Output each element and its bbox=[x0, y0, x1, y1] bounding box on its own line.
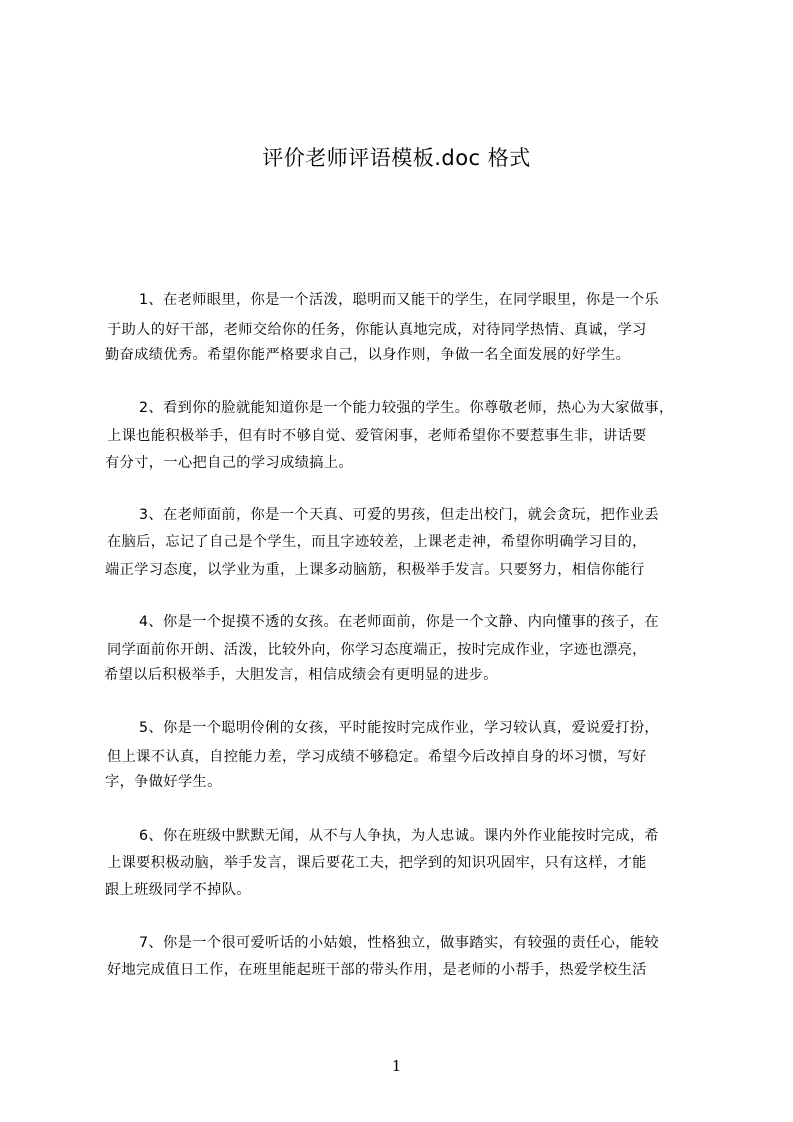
paragraph-2-line-1: 2、看到你的脸就能知道你是一个能力较强的学生。你尊敬老师，热心为大家做事， bbox=[139, 400, 674, 416]
paragraph-4-line-1: 4、你是一个捉摸不透的女孩。在老师面前，你是一个文静、内向懂事的孩子，在 bbox=[139, 614, 659, 630]
paragraph-3-line-3: 端正学习态度，以学业为重，上课多动脑筋，积极举手发言。只要努力，相信你能行 bbox=[105, 562, 645, 578]
paragraph-5-line-2: 但上课不认真，自控能力差，学习成绩不够稳定。希望今后改掉自身的坏习惯，写好 bbox=[107, 749, 647, 765]
paragraph-3-line-2: 在脑后，忘记了自己是个学生，而且字迹较差，上课老走神，希望你明确学习目的， bbox=[107, 534, 647, 550]
paragraph-2-line-3: 有分寸，一心把自己的学习成绩搞上。 bbox=[105, 455, 353, 471]
paragraph-3-line-1: 3、在老师面前，你是一个天真、可爱的男孩，但走出校门，就会贪玩，把作业丢 bbox=[139, 507, 659, 523]
paragraph-4-line-3: 希望以后积极举手，大胆发言，相信成绩会有更明显的进步。 bbox=[104, 667, 498, 683]
paragraph-2-line-2: 上课也能积极举手，但有时不够自觉、爱管闲事，老师希望你不要惹事生非，讲话要 bbox=[107, 428, 647, 444]
paragraph-1-line-3: 勤奋成绩优秀。希望你能严格要求自己，以身作则，争做一名全面发展的好学生。 bbox=[105, 347, 631, 363]
paragraph-5-line-3: 字，争做好学生。 bbox=[105, 774, 222, 790]
paragraph-7-line-1: 7、你是一个很可爱听话的小姑娘，性格独立，做事踏实，有较强的责任心，能较 bbox=[139, 935, 659, 951]
paragraph-6-line-1: 6、你在班级中默默无闻，从不与人争执，为人忠诚。课内外作业能按时完成，希 bbox=[139, 828, 659, 844]
paragraph-6-line-3: 跟上班级同学不掉队。 bbox=[105, 882, 251, 898]
paragraph-7-line-2: 好地完成值日工作，在班里能起班干部的带头作用，是老师的小帮手，热爱学校生活 bbox=[107, 962, 647, 978]
page-number: 1 bbox=[391, 1057, 402, 1075]
paragraph-1-line-2: 于助人的好干部，老师交给你的任务，你能认真地完成，对待同学热情、真诚，学习 bbox=[107, 322, 647, 338]
document-title: 评价老师评语模板.doc 格式 bbox=[262, 146, 531, 170]
paragraph-4-line-2: 同学面前你开朗、活泼，比较外向，你学习态度端正，按时完成作业，字迹也漂亮， bbox=[107, 642, 647, 658]
paragraph-5-line-1: 5、你是一个聪明伶俐的女孩，平时能按时完成作业，学习较认真，爱说爱打扮， bbox=[139, 720, 659, 736]
paragraph-1-line-1: 1、在老师眼里，你是一个活泼，聪明而又能干的学生，在同学眼里，你是一个乐 bbox=[139, 292, 659, 308]
paragraph-6-line-2: 上课要积极动脑，举手发言，课后要花工夫，把学到的知识巩固牢，只有这样，才能 bbox=[107, 855, 647, 871]
